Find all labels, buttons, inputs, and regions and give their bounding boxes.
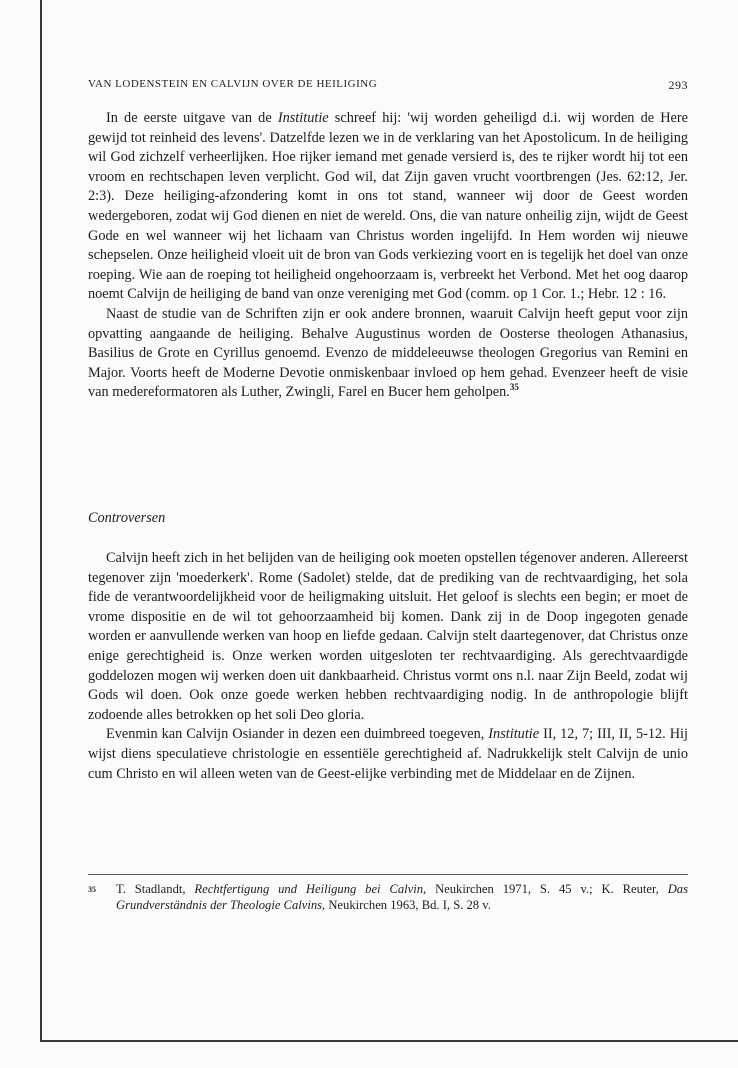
- paragraph-text: Evenmin kan Calvijn Osiander in dezen een duimbreed toegeven,: [106, 726, 489, 743]
- paragraph: [88, 305, 688, 403]
- footnote-body: [116, 882, 688, 913]
- paragraph-text: II, 12, 7; III, II, 5-12. Hij wijst diens speculatieve christologie en essentiële gerechtigheid af. Nadrukkelijk stelt Calvijn de unio cum Christo en wil alleen weten van de Geest-elijke verbinding met de Middelaar en de Zijnen.: [88, 726, 688, 782]
- running-head: [88, 78, 688, 94]
- footnote-text: T. Stadlandt,: [116, 882, 195, 896]
- page-number: 293: [668, 78, 688, 92]
- footnote-title: Rechtfertigung und Heiligung bei Calvin,: [194, 882, 427, 896]
- italic-title: Institutie: [488, 726, 540, 743]
- paragraph-text: Calvijn heeft zich in het belijden van de heiliging ook moeten opstellen tégenover anderen. Allereerst tegenover zijn 'moederkerk'. Rome (Sadolet) stelde, dat de prediking van de rechtvaardiging, het sola fide de verantwoordelijkheid voor de heiligmaking uitsluit. Het geloof is slechts een begin; er moet de vrome dispositie en de wil tot gehoorzaamheid bij komen. Dank zij in de Doop ingegoten genade worden er aanvullende werken van hoop en liefde gedaan. Calvijn stelt daartegenover, dat Christus onze enige gerechtigheid is. Onze werken worden uitgesloten ter rechtvaardiging. Als gerechtvaardigde goddelozen mogen wij werken doen uit dankbaarheid. Christus vormt ons n.l. naar Zijn Beeld, zodat wij Gods wil doen. Ook onze goede werken hebben rechtvaardiging nodig. In de anthropologie blijft zodoende alles betrokken op het soli Deo gloria.: [88, 550, 688, 723]
- italic-title: Institutie: [277, 110, 329, 126]
- running-head-title: VAN LODENSTEIN EN CALVIJN OVER DE HEILIGING: [88, 78, 378, 90]
- footnote-text: Neukirchen 1971, S. 45 v.; K. Reuter,: [426, 882, 668, 896]
- page-edge-left: [40, 0, 42, 1040]
- paragraph: [88, 109, 688, 305]
- paragraph: [88, 725, 688, 784]
- footnote-reference[interactable]: 35: [509, 382, 519, 393]
- footnote: [88, 882, 688, 913]
- footnote-title: Das Grundverständnis der Theologie Calvins,: [116, 882, 688, 912]
- body-text-section-1: [88, 109, 688, 403]
- paragraph: [88, 549, 688, 725]
- page-edge-bottom: [40, 1040, 738, 1042]
- paragraph-text: schreef hij: 'wij worden geheiligd d.i. wij worden de Here gewijd tot reinheid des levens'. Datzelfde lezen we in de verklaring van het Apostolicum. In de heiliging wil God zichzelf verheerlijken. Hoe rijker iemand met genade versierd is, des te rijker wordt hij tot een vroom en rechtschapen leven verplicht. God wil, dat Zijn gaven vrucht voortbrengen (Jes. 62:12, Jer. 2:3). Deze heiliging-afzondering komt in ons tot stand, wanneer wij door de Geest worden wedergeboren, zodat wij God dienen en niet de wereld. Ons, die van nature onheilig zijn, wijdt de Geest Gode en wel wanneer wij het lichaam van Christus worden ingelijfd. In Hem worden wij nieuwe schepselen. Onze heiligheid vloeit uit de bron van Gods verkiezing voort en is tegelijk het doel van onze roeping. Wie aan de roeping tot heiligheid ongehoorzaam is, verbreekt het Verbond. Met het oog daarop noemt Calvijn de heiliging de band van onze vereniging met God (comm. op 1 Cor. 1.; Hebr. 12 : 16.: [88, 110, 689, 303]
- paragraph-text: Naast de studie van de Schriften zijn er ook andere bronnen, waaruit Calvijn heeft geput voor zijn opvatting aangaande de heiliging. Behalve Augustinus worden de Oosterse theologen Athanasius, Basilius de Grote en Cyrillus genoemd. Evenzo de middeleeuwse theologen Gregorius van Remini en Major. Voorts heeft de Moderne Devotie onmiskenbaar invloed op hem gehad. Evenzeer heeft de visie van medereformatoren als Luther, Zwingli, Farel en Bucer hem geholpen.: [88, 305, 688, 401]
- body-text-section-2: [88, 549, 688, 784]
- footnote-text: Neukirchen 1963, Bd. I, S. 28 v.: [325, 897, 491, 912]
- footnote-number: 35: [88, 885, 96, 894]
- footnote-divider: [88, 874, 688, 875]
- paragraph-text: In de eerste uitgave van de: [106, 110, 278, 126]
- section-heading: Controversen: [88, 510, 166, 526]
